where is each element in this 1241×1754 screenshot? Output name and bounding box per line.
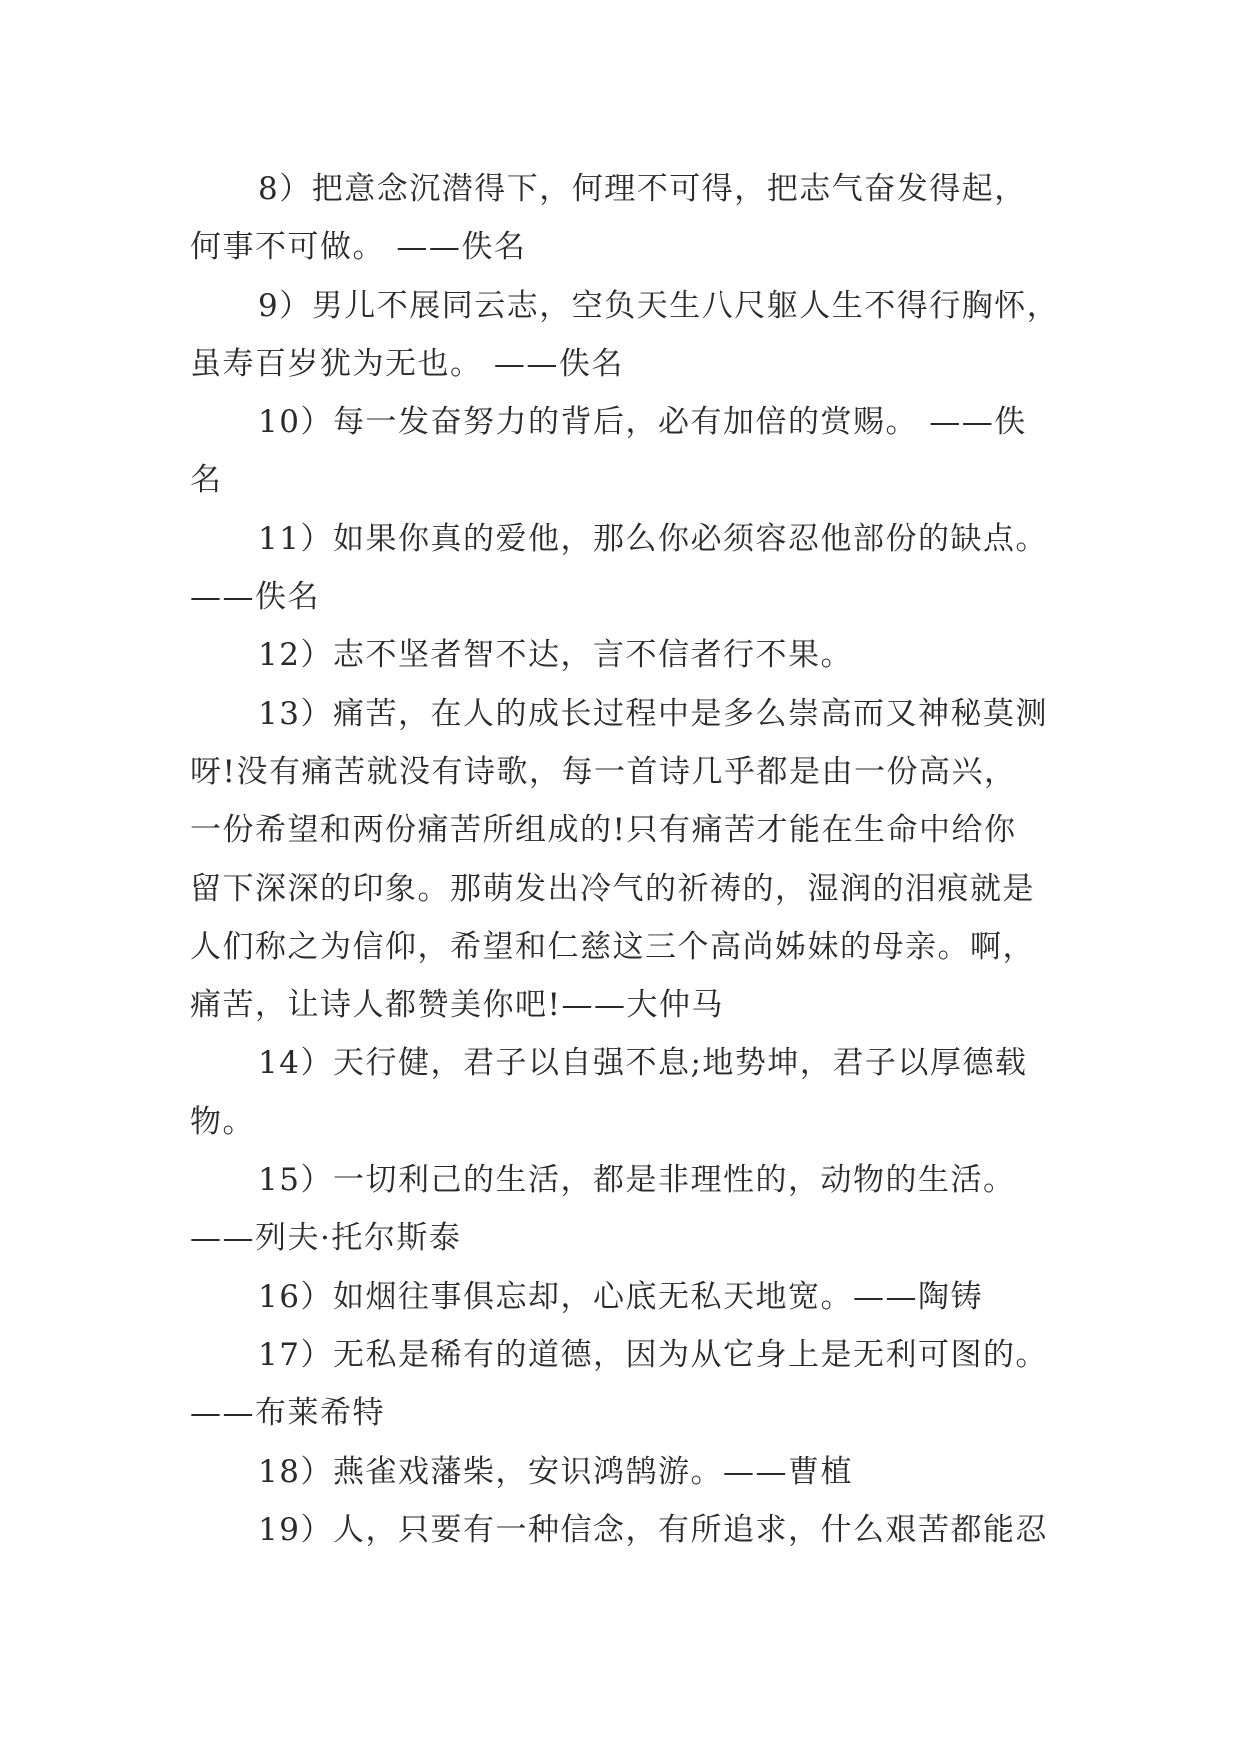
quote-paragraph bbox=[190, 1326, 1070, 1443]
text-line: 17）无私是稀有的道德，因为从它身上是无利可图的。 bbox=[258, 1336, 1048, 1373]
quote-paragraph bbox=[190, 1151, 1070, 1268]
text-line: 18）燕雀戏藩柴，安识鸿鹄游。——曹植 bbox=[258, 1453, 853, 1490]
quote-paragraph bbox=[190, 160, 1070, 277]
text-line: ——布莱希特 bbox=[190, 1395, 385, 1432]
quote-paragraph bbox=[190, 1268, 1070, 1326]
text-line: ——佚名 bbox=[190, 579, 320, 616]
text-line: 16）如烟往事俱忘却，心底无私天地宽。——陶铸 bbox=[258, 1278, 983, 1315]
text-line: 11）如果你真的爱他，那么你必须容忍他部份的缺点。 bbox=[258, 520, 1048, 557]
quote-paragraph bbox=[190, 626, 1070, 684]
quote-paragraph bbox=[190, 1034, 1070, 1151]
quote-paragraph bbox=[190, 685, 1070, 1035]
quote-paragraph bbox=[190, 510, 1070, 627]
text-line: 8）把意念沉潜得下，何理不可得，把志气奋发得起， bbox=[258, 171, 1027, 207]
text-line: 10）每一发奋努力的背后，必有加倍的赏赐。 ——佚 bbox=[258, 404, 1027, 441]
text-line: ——列夫·托尔斯泰 bbox=[190, 1220, 462, 1257]
text-line: 一份希望和两份痛苦所组成的!只有痛苦才能在生命中给你 bbox=[190, 812, 1017, 849]
text-line: 12）志不坚者智不达，言不信者行不果。 bbox=[258, 637, 853, 674]
text-line: 痛苦，让诗人都赞美你吧!——大仲马 bbox=[190, 987, 724, 1024]
text-line: 何事不可做。 ——佚名 bbox=[190, 229, 527, 266]
text-line: 9）男儿不展同云志，空负天生八尺躯人生不得行胸怀， bbox=[258, 287, 1060, 324]
text-line: 人们称之为信仰，希望和仁慈这三个高尚姊妹的母亲。啊， bbox=[190, 928, 1035, 965]
text-line: 15）一切利己的生活，都是非理性的，动物的生活。 bbox=[258, 1162, 1016, 1199]
text-line: 留下深深的印象。那萌发出冷气的祈祷的，湿润的泪痕就是 bbox=[190, 870, 1035, 907]
text-line: 19）人，只要有一种信念，有所追求，什么艰苦都能忍 bbox=[258, 1511, 1048, 1548]
text-line: 呀!没有痛苦就没有诗歌，每一首诗几乎都是由一份高兴， bbox=[190, 753, 1017, 790]
quote-paragraph bbox=[190, 393, 1070, 510]
text-line: 虽寿百岁犹为无也。 ——佚名 bbox=[190, 345, 624, 382]
text-line: 14）天行健，君子以自强不息;地势坤，君子以厚德载 bbox=[258, 1045, 1028, 1082]
quote-paragraph bbox=[190, 1443, 1070, 1501]
document-body bbox=[190, 160, 1070, 1559]
text-line: 名 bbox=[190, 462, 223, 499]
quote-paragraph bbox=[190, 277, 1070, 394]
text-line: 物。 bbox=[190, 1103, 255, 1140]
text-line: 13）痛苦，在人的成长过程中是多么崇高而又神秘莫测 bbox=[258, 695, 1048, 732]
quote-paragraph bbox=[190, 1501, 1070, 1559]
